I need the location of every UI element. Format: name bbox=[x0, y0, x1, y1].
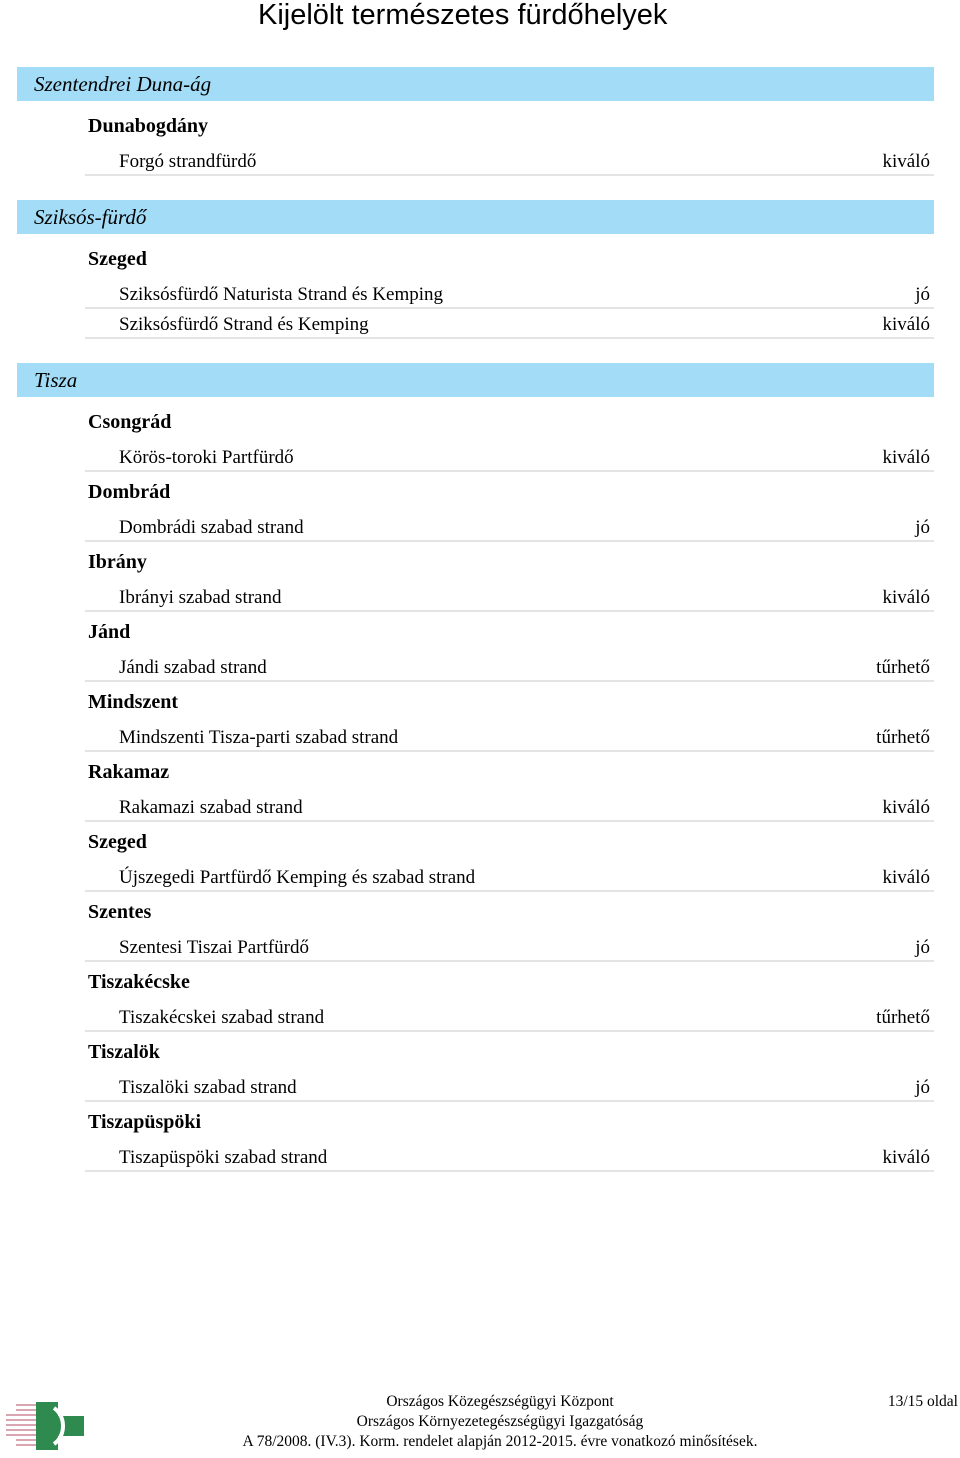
bathing-site-row bbox=[85, 1072, 934, 1102]
bathing-site-rating: jó bbox=[915, 284, 930, 305]
footer-regulation-note: A 78/2008. (IV.3). Korm. rendelet alapján 2012-2015. évre vonatkozó minősítések. bbox=[242, 1433, 758, 1450]
bathing-site-rating: kiváló bbox=[882, 1147, 930, 1168]
bathing-site-name: Forgó strandfürdő bbox=[119, 151, 257, 172]
page-number: 13/15 oldal bbox=[887, 1393, 958, 1410]
bathing-site-name: Tiszakécskei szabad strand bbox=[119, 1007, 325, 1028]
bathing-site-name: Mindszenti Tisza-parti szabad strand bbox=[119, 727, 399, 748]
bathing-site-row bbox=[85, 792, 934, 822]
region-section bbox=[0, 200, 960, 339]
bathing-site-rating: kiváló bbox=[882, 447, 930, 468]
bathing-site-name: Tiszalöki szabad strand bbox=[119, 1077, 297, 1098]
bathing-site-name: Tiszapüspöki szabad strand bbox=[119, 1147, 328, 1168]
bathing-sites-list bbox=[0, 67, 960, 1196]
footer-directorate: Országos Környezetegészségügyi Igazgatóság bbox=[356, 1413, 644, 1430]
bathing-site-row bbox=[85, 582, 934, 612]
bathing-site-row bbox=[85, 309, 934, 339]
town-name: Dunabogdány bbox=[88, 115, 209, 137]
bathing-site-rating: kiváló bbox=[882, 151, 930, 172]
bathing-site-row bbox=[85, 442, 934, 472]
bathing-site-rating: tűrhető bbox=[876, 657, 930, 678]
bathing-site-row bbox=[85, 1142, 934, 1172]
bathing-site-row bbox=[85, 652, 934, 682]
bathing-site-row bbox=[85, 722, 934, 752]
town-name: Ibrány bbox=[88, 551, 147, 573]
oki-cross-logo-icon bbox=[6, 1400, 86, 1452]
town-name: Rakamaz bbox=[88, 761, 170, 783]
bathing-site-rating: kiváló bbox=[882, 797, 930, 818]
bathing-site-row bbox=[85, 932, 934, 962]
region-header: Szentendrei Duna-ág bbox=[17, 67, 934, 101]
town-name: Mindszent bbox=[88, 691, 178, 713]
bathing-site-row bbox=[85, 279, 934, 309]
region-header: Sziksós-fürdő bbox=[17, 200, 934, 234]
bathing-site-rating: jó bbox=[915, 937, 930, 958]
town-name: Jánd bbox=[88, 621, 131, 643]
region-section bbox=[0, 363, 960, 1172]
town-name: Dombrád bbox=[88, 481, 171, 503]
bathing-site-name: Jándi szabad strand bbox=[119, 657, 267, 678]
bathing-site-row bbox=[85, 512, 934, 542]
town-name: Tiszapüspöki bbox=[88, 1111, 202, 1133]
bathing-site-rating: kiváló bbox=[882, 314, 930, 335]
bathing-site-rating: tűrhető bbox=[876, 1007, 930, 1028]
bathing-site-rating: kiváló bbox=[882, 867, 930, 888]
bathing-site-rating: tűrhető bbox=[876, 727, 930, 748]
town-name: Szeged bbox=[88, 248, 147, 270]
town-name: Tiszalök bbox=[88, 1041, 160, 1063]
bathing-site-name: Körös-toroki Partfürdő bbox=[119, 447, 294, 468]
region-header: Tisza bbox=[17, 363, 934, 397]
region-section bbox=[0, 67, 960, 176]
bathing-site-name: Rakamazi szabad strand bbox=[119, 797, 303, 818]
bathing-site-rating: jó bbox=[915, 1077, 930, 1098]
bathing-site-name: Szentesi Tiszai Partfürdő bbox=[119, 937, 309, 958]
town-name: Szentes bbox=[88, 901, 152, 923]
bathing-site-name: Újszegedi Partfürdő Kemping és szabad strand bbox=[119, 867, 476, 888]
bathing-site-rating: jó bbox=[915, 517, 930, 538]
page-footer bbox=[0, 1390, 960, 1458]
bathing-site-row bbox=[85, 146, 934, 176]
bathing-site-name: Ibrányi szabad strand bbox=[119, 587, 282, 608]
bathing-site-rating: kiváló bbox=[882, 587, 930, 608]
footer-organization: Országos Közegészségügyi Központ bbox=[386, 1393, 614, 1410]
town-name: Csongrád bbox=[88, 411, 172, 433]
bathing-site-name: Sziksósfürdő Naturista Strand és Kemping bbox=[119, 284, 444, 305]
bathing-site-row bbox=[85, 862, 934, 892]
town-name: Tiszakécske bbox=[88, 971, 190, 993]
bathing-site-name: Dombrádi szabad strand bbox=[119, 517, 304, 538]
bathing-site-name: Sziksósfürdő Strand és Kemping bbox=[119, 314, 369, 335]
page-title: Kijelölt természetes fürdőhelyek bbox=[258, 0, 668, 31]
town-name: Szeged bbox=[88, 831, 147, 853]
bathing-site-row bbox=[85, 1002, 934, 1032]
